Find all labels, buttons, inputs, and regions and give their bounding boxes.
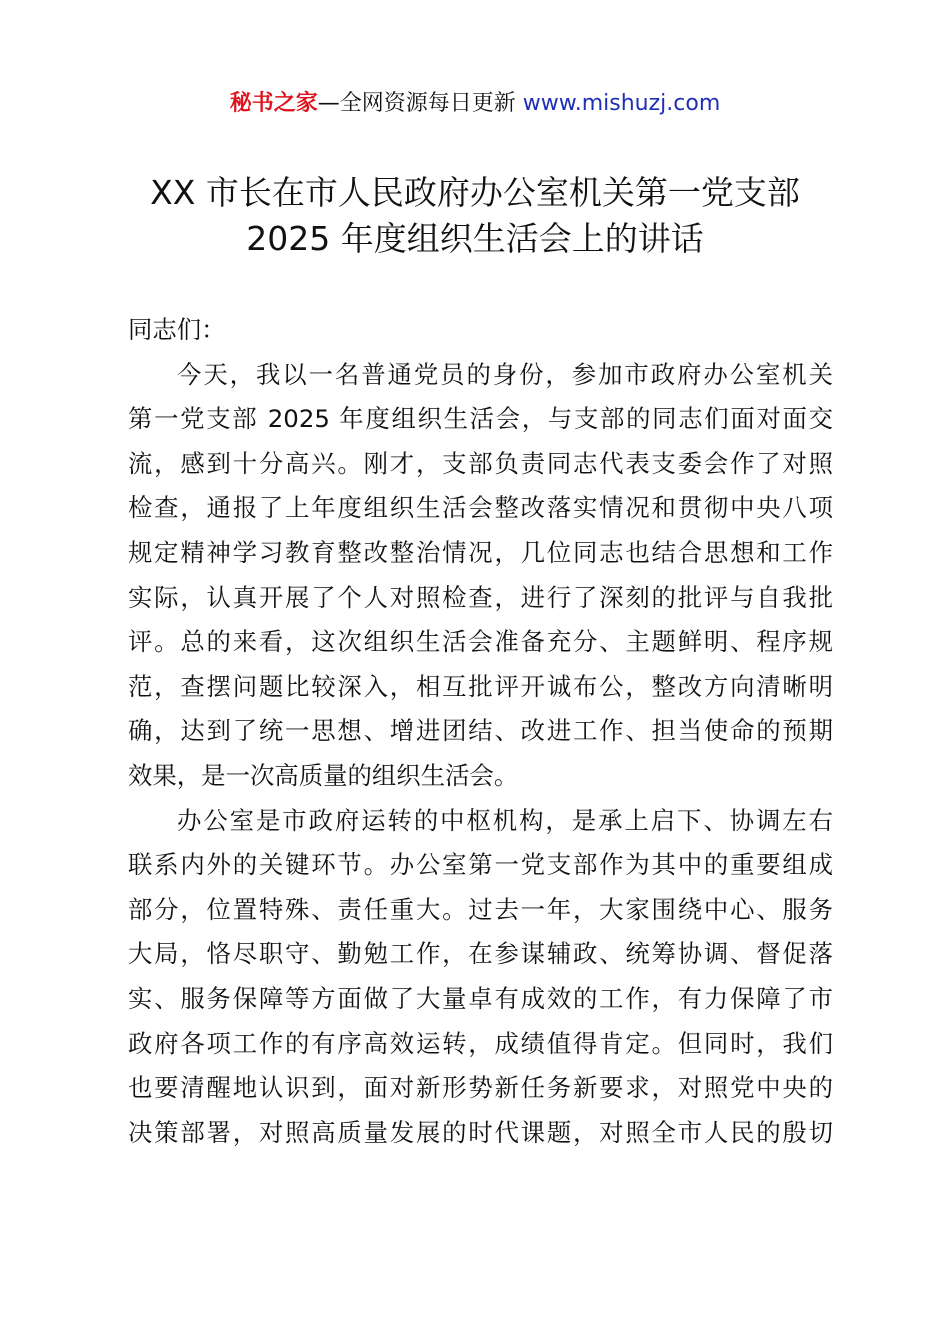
paragraph-line: 决策部署，对照高质量发展的时代课题，对照全市人民的殷切 bbox=[128, 1117, 833, 1147]
site-header bbox=[0, 88, 950, 120]
paragraph-line: 规定精神学习教育整改整治情况，几位同志也结合思想和工作 bbox=[128, 537, 833, 567]
paragraph-line: 实际，认真开展了个人对照检查，进行了深刻的批评与自我批 bbox=[128, 582, 833, 612]
paragraph-line: 效果，是一次高质量的组织生活会。 bbox=[128, 760, 519, 790]
paragraph-line: 联系内外的关键环节。办公室第一党支部作为其中的重要组成 bbox=[128, 850, 833, 880]
salutation: 同志们： bbox=[128, 315, 226, 344]
paragraph-line: 范，查摆问题比较深入，相互批评开诚布公，整改方向清晰明 bbox=[128, 671, 833, 701]
paragraph-line: 政府各项工作的有序高效运转，成绩值得肯定。但同时，我们 bbox=[128, 1028, 833, 1058]
paragraph-line: 确，达到了统一思想、增进团结、改进工作、担当使命的预期 bbox=[128, 716, 833, 746]
document-title bbox=[60, 170, 890, 262]
paragraph-line: 办公室是市政府运转的中枢机构，是承上启下、协调左右 bbox=[177, 805, 833, 835]
title-line-2: 2025 年度组织生活会上的讲话 bbox=[246, 219, 704, 258]
paragraph-line: 第一党支部 2025 年度组织生活会，与支部的同志们面对面交 bbox=[128, 404, 833, 434]
paragraph-line: 评。总的来看，这次组织生活会准备充分、主题鲜明、程序规 bbox=[128, 627, 833, 657]
paragraph-2 bbox=[128, 799, 833, 1156]
header-tagline: —全网资源每日更新 bbox=[317, 91, 523, 116]
paragraph-line: 流，感到十分高兴。刚才，支部负责同志代表支委会作了对照 bbox=[128, 448, 833, 478]
document-body bbox=[128, 308, 833, 1155]
brand-name: 秘书之家 bbox=[229, 91, 318, 116]
title-line-1: XX 市长在市人民政府办公室机关第一党支部 bbox=[150, 173, 800, 212]
paragraph-line: 实、服务保障等方面做了大量卓有成效的工作，有力保障了市 bbox=[128, 983, 833, 1013]
paragraph-1 bbox=[128, 353, 833, 799]
paragraph-line: 今天，我以一名普通党员的身份，参加市政府办公室机关 bbox=[177, 359, 833, 389]
paragraph-line: 大局，恪尽职守、勤勉工作，在参谋辅政、统筹协调、督促落 bbox=[128, 939, 833, 969]
paragraph-line: 部分，位置特殊、责任重大。过去一年，大家围绕中心、服务 bbox=[128, 894, 833, 924]
paragraph-line: 检查，通报了上年度组织生活会整改落实情况和贯彻中央八项 bbox=[128, 493, 833, 523]
paragraph-line: 也要清醒地认识到，面对新形势新任务新要求，对照党中央的 bbox=[128, 1073, 833, 1103]
site-url-link[interactable]: www.mishuzj.com bbox=[522, 91, 721, 116]
